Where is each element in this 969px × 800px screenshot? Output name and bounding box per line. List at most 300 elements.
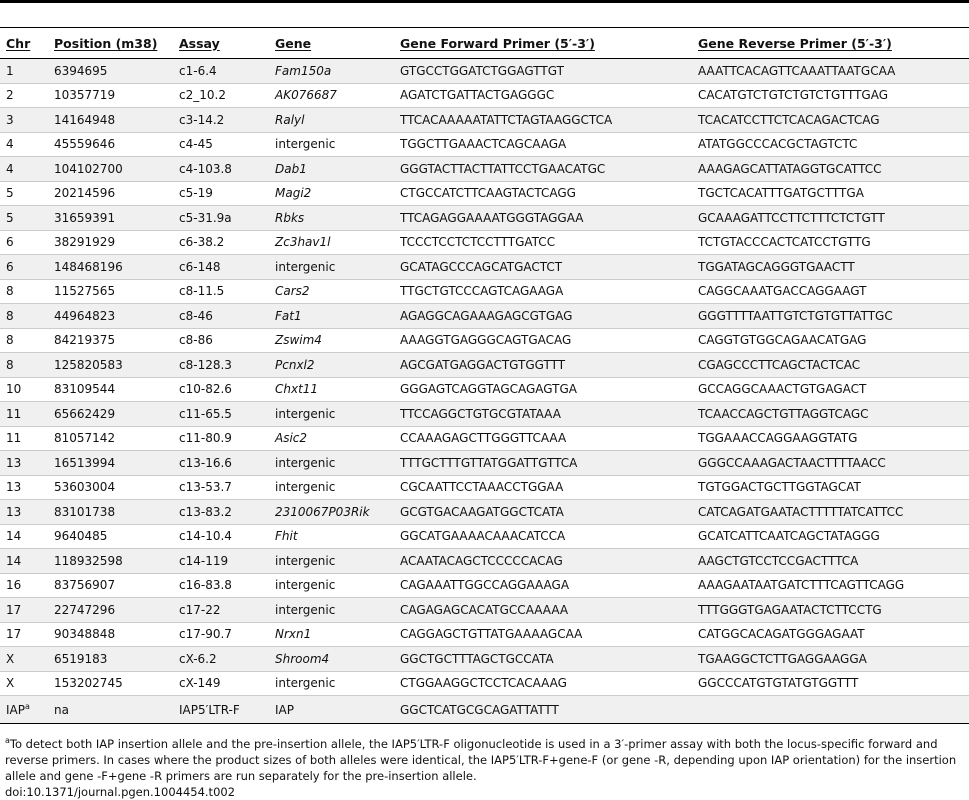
cell-gene-text: intergenic (275, 406, 336, 421)
cell-chr (0, 622, 48, 647)
cell-forward-primer (394, 402, 692, 427)
cell-gene-text: intergenic (275, 553, 336, 568)
cell-gene-text: Zc3hav1l (275, 235, 331, 250)
cell-position (48, 132, 173, 157)
cell-reverse-primer (692, 181, 969, 206)
cell-assay-text: cX-149 (179, 676, 221, 691)
cell-assay (173, 696, 269, 724)
cell-gene-text: intergenic (275, 602, 336, 617)
cell-assay-text: c13-83.2 (179, 504, 232, 519)
cell-forward-primer-text: CAGAAATTGGCCAGGAAAGA (400, 578, 570, 593)
cell-forward-primer (394, 59, 692, 84)
cell-gene-text: IAP (275, 702, 294, 717)
cell-assay-text: c8-128.3 (179, 357, 232, 372)
table-row (0, 402, 969, 427)
cell-gene-text: Cars2 (275, 284, 310, 299)
cell-assay (173, 279, 269, 304)
cell-forward-primer-text: TTTGCTTTGTTATGGATTGTTCA (400, 455, 578, 470)
cell-reverse-primer (692, 377, 969, 402)
cell-assay (173, 573, 269, 598)
cell-forward-primer (394, 181, 692, 206)
cell-assay (173, 206, 269, 231)
cell-forward-primer (394, 573, 692, 598)
cell-assay (173, 451, 269, 476)
cell-gene (269, 255, 394, 280)
cell-position-text: 125820583 (54, 357, 123, 372)
cell-chr (0, 157, 48, 182)
cell-gene-text: Magi2 (275, 186, 312, 201)
cell-forward-primer (394, 230, 692, 255)
cell-position (48, 696, 173, 724)
cell-forward-primer (394, 451, 692, 476)
cell-gene (269, 426, 394, 451)
cell-chr (0, 255, 48, 280)
cell-forward-primer (394, 622, 692, 647)
footnote-marker: a (5, 736, 10, 746)
cell-reverse-primer-text: TCTGTACCCACTCATCCTGTTG (698, 235, 871, 250)
cell-reverse-primer-text: GGGTTTTAATTGTCTGTGTTATTGC (698, 308, 893, 323)
cell-reverse-primer (692, 647, 969, 672)
cell-assay-text: c8-46 (179, 308, 213, 323)
cell-assay (173, 671, 269, 696)
cell-position-text: 16513994 (54, 455, 116, 470)
top-rule (0, 0, 969, 3)
header-row (0, 28, 969, 59)
cell-chr-text: 6 (6, 259, 14, 274)
cell-chr (0, 304, 48, 329)
cell-gene-text: Ralyl (275, 112, 305, 127)
cell-gene (269, 279, 394, 304)
cell-forward-primer (394, 83, 692, 108)
cell-assay (173, 598, 269, 623)
table-row (0, 279, 969, 304)
cell-position (48, 549, 173, 574)
cell-reverse-primer (692, 475, 969, 500)
cell-gene-text: AK076687 (275, 88, 337, 103)
cell-gene-text: Fat1 (275, 308, 302, 323)
table-row (0, 622, 969, 647)
cell-reverse-primer-text: CGAGCCCTTCAGCTACTCAC (698, 357, 861, 372)
cell-assay (173, 83, 269, 108)
cell-assay (173, 524, 269, 549)
cell-reverse-primer (692, 671, 969, 696)
cell-chr-text: 14 (6, 553, 22, 568)
cell-position (48, 377, 173, 402)
cell-reverse-primer (692, 132, 969, 157)
cell-position-text: 81057142 (54, 431, 116, 446)
cell-chr-text: 8 (6, 333, 14, 348)
table-row (0, 304, 969, 329)
cell-chr-text: 13 (6, 455, 22, 470)
cell-position-text: 83109544 (54, 382, 116, 397)
cell-assay (173, 181, 269, 206)
cell-reverse-primer (692, 500, 969, 525)
cell-position (48, 328, 173, 353)
cell-forward-primer-text: CAGGAGCTGTTATGAAAAGCAA (400, 627, 583, 642)
header-assay (173, 28, 269, 59)
cell-chr-text: 10 (6, 382, 22, 397)
cell-assay-text: c13-53.7 (179, 480, 232, 495)
cell-assay (173, 353, 269, 378)
cell-position-text: 104102700 (54, 161, 123, 176)
cell-reverse-primer-text: CATCAGATGAATACTTTTTATCATTCC (698, 504, 904, 519)
cell-assay-text: IAP5′LTR-F (179, 702, 240, 717)
cell-forward-primer-text: GGGTACTTACTTATTCCTGAACATGC (400, 161, 606, 176)
cell-gene-text: intergenic (275, 137, 336, 152)
cell-gene-text: intergenic (275, 578, 336, 593)
cell-chr (0, 206, 48, 231)
cell-gene (269, 500, 394, 525)
cell-reverse-primer (692, 157, 969, 182)
cell-position (48, 500, 173, 525)
cell-gene-text: Asic2 (275, 431, 308, 446)
cell-forward-primer (394, 500, 692, 525)
cell-gene (269, 83, 394, 108)
cell-reverse-primer-text: GCAAAGATTCCTTCTTTCTCTGTT (698, 210, 885, 225)
cell-forward-primer (394, 377, 692, 402)
cell-assay (173, 402, 269, 427)
cell-chr (0, 696, 48, 724)
cell-chr-text: 5 (6, 186, 14, 201)
cell-assay (173, 500, 269, 525)
cell-position (48, 83, 173, 108)
cell-gene (269, 549, 394, 574)
cell-gene (269, 647, 394, 672)
cell-forward-primer (394, 671, 692, 696)
header-position-label: Position (m38) (54, 35, 158, 51)
cell-gene-text: Nrxn1 (275, 627, 312, 642)
cell-position (48, 671, 173, 696)
cell-forward-primer-text: CCAAAGAGCTTGGGTTCAAA (400, 431, 567, 446)
header-reverse-label: Gene Reverse Primer (5′-3′) (698, 35, 892, 51)
doi-text: doi:10.1371/journal.pgen.1004454.t002 (5, 785, 236, 799)
cell-forward-primer-text: CGCAATTCCTAAACCTGGAA (400, 480, 564, 495)
cell-reverse-primer-text: GCCAGGCAAACTGTGAGACT (698, 382, 867, 397)
cell-gene-text: Zswim4 (275, 333, 322, 348)
cell-reverse-primer (692, 255, 969, 280)
cell-gene (269, 377, 394, 402)
cell-assay-text: c3-14.2 (179, 112, 225, 127)
cell-reverse-primer (692, 451, 969, 476)
table-row (0, 426, 969, 451)
cell-gene-text: intergenic (275, 259, 336, 274)
cell-forward-primer (394, 696, 692, 724)
cell-reverse-primer-text: GGGCCAAAGACTAACTTTTAACC (698, 455, 886, 470)
cell-chr (0, 426, 48, 451)
cell-chr (0, 108, 48, 133)
cell-reverse-primer-text: AAAGAGCATTATAGGTGCATTCC (698, 161, 882, 176)
cell-gene (269, 696, 394, 724)
cell-assay-text: c5-31.9a (179, 210, 232, 225)
cell-reverse-primer-text: CAGGCAAATGACCAGGAAGT (698, 284, 867, 299)
cell-reverse-primer-text: AAGCTGTCCTCCGACTTTCA (698, 553, 859, 568)
table-row (0, 598, 969, 623)
cell-gene-text: Fhit (275, 529, 298, 544)
cell-chr-text: 11 (6, 431, 22, 446)
cell-reverse-primer (692, 426, 969, 451)
cell-gene (269, 353, 394, 378)
cell-reverse-primer-text: CATGGCACAGATGGGAGAAT (698, 627, 865, 642)
cell-gene-text: intergenic (275, 455, 336, 470)
cell-gene (269, 132, 394, 157)
cell-forward-primer (394, 255, 692, 280)
cell-position-text: 38291929 (54, 235, 116, 250)
cell-chr (0, 671, 48, 696)
cell-chr (0, 377, 48, 402)
table-footnote (5, 736, 965, 800)
cell-chr-text: 6 (6, 235, 14, 250)
cell-reverse-primer (692, 598, 969, 623)
cell-chr-text: 3 (6, 112, 14, 127)
cell-forward-primer-text: CAGAGAGCACATGCCAAAAA (400, 602, 569, 617)
cell-assay (173, 622, 269, 647)
cell-position-text: 9640485 (54, 529, 108, 544)
cell-assay-text: c14-10.4 (179, 529, 232, 544)
cell-position (48, 279, 173, 304)
header-chr-label: Chr (6, 35, 31, 51)
table-row (0, 451, 969, 476)
cell-reverse-primer-text: TGGAAACCAGGAAGGTATG (698, 431, 858, 446)
cell-reverse-primer (692, 304, 969, 329)
cell-assay-text: c10-82.6 (179, 382, 232, 397)
table-row (0, 647, 969, 672)
table-row (0, 230, 969, 255)
cell-gene-text: 2310067P03Rik (275, 504, 370, 519)
cell-chr (0, 549, 48, 574)
cell-reverse-primer-text: TCAACCAGCTGTTAGGTCAGC (698, 406, 869, 421)
cell-reverse-primer-text: CACATGTCTGTCTGTCTGTTTGAG (698, 88, 889, 103)
cell-chr (0, 279, 48, 304)
cell-position-text: 53603004 (54, 480, 116, 495)
cell-gene (269, 451, 394, 476)
cell-assay (173, 59, 269, 84)
cell-position (48, 647, 173, 672)
cell-gene-text: Dab1 (275, 161, 307, 176)
table-row (0, 108, 969, 133)
header-gene (269, 28, 394, 59)
cell-reverse-primer-text: AAATTCACAGTTCAAATTAATGCAA (698, 63, 896, 78)
cell-position (48, 573, 173, 598)
table-row (0, 132, 969, 157)
cell-reverse-primer-text: TGTGGACTGCTTGGTAGCAT (698, 480, 861, 495)
cell-chr-text: 13 (6, 480, 22, 495)
cell-position-text: 84219375 (54, 333, 116, 348)
cell-reverse-primer (692, 524, 969, 549)
cell-forward-primer (394, 475, 692, 500)
cell-assay (173, 475, 269, 500)
cell-position (48, 59, 173, 84)
cell-assay (173, 132, 269, 157)
cell-position-text: 20214596 (54, 186, 116, 201)
primer-table-container (0, 27, 969, 724)
cell-gene (269, 304, 394, 329)
cell-forward-primer-text: CTGGAAGGCTCCTCACAAAG (400, 676, 567, 691)
cell-gene (269, 108, 394, 133)
cell-position-text: 45559646 (54, 137, 116, 152)
cell-chr (0, 475, 48, 500)
cell-reverse-primer-text: TGAAGGCTCTTGAGGAAGGA (698, 651, 867, 666)
cell-reverse-primer (692, 108, 969, 133)
cell-forward-primer (394, 304, 692, 329)
cell-position-text: 14164948 (54, 112, 116, 127)
cell-assay-text: c11-65.5 (179, 406, 232, 421)
cell-assay-text: c1-6.4 (179, 63, 217, 78)
cell-forward-primer-text: TGGCTTGAAACTCAGCAAGA (400, 137, 567, 152)
cell-reverse-primer (692, 59, 969, 84)
cell-forward-primer-text: GGGAGTCAGGTAGCAGAGTGA (400, 382, 578, 397)
cell-reverse-primer-text: TCACATCCTTCTCACAGACTCAG (698, 112, 880, 127)
cell-chr (0, 353, 48, 378)
cell-assay-text: c2_10.2 (179, 88, 226, 103)
cell-chr-text: 13 (6, 504, 22, 519)
cell-reverse-primer (692, 549, 969, 574)
cell-assay-text: c17-22 (179, 602, 221, 617)
cell-forward-primer-text: ACAATACAGCTCCCCCACAG (400, 553, 563, 568)
cell-gene (269, 157, 394, 182)
cell-assay-text: c6-38.2 (179, 235, 225, 250)
cell-chr-text: 8 (6, 357, 14, 372)
cell-chr-text: 17 (6, 627, 22, 642)
cell-reverse-primer-text: TGGATAGCAGGGTGAACTT (698, 259, 855, 274)
table-row (0, 255, 969, 280)
cell-assay (173, 328, 269, 353)
cell-assay-text: c11-80.9 (179, 431, 232, 446)
cell-chr (0, 500, 48, 525)
cell-gene (269, 573, 394, 598)
cell-forward-primer-text: TTCACAAAAATATTCTAGTAAGGCTCA (400, 112, 613, 127)
cell-forward-primer-text: AAAGGTGAGGGCAGTGACAG (400, 333, 572, 348)
table-row (0, 500, 969, 525)
cell-assay-text: c14-119 (179, 553, 229, 568)
cell-forward-primer (394, 647, 692, 672)
cell-position-text: 6519183 (54, 651, 108, 666)
cell-chr (0, 230, 48, 255)
cell-forward-primer-text: TTCCAGGCTGTGCGTATAAA (400, 406, 561, 421)
cell-chr-text: IAP (6, 702, 25, 717)
cell-reverse-primer-text: ATATGGCCCACGCTAGTCTC (698, 137, 858, 152)
cell-forward-primer (394, 549, 692, 574)
cell-assay-text: c8-86 (179, 333, 213, 348)
cell-assay (173, 255, 269, 280)
cell-assay-text: c8-11.5 (179, 284, 225, 299)
cell-chr-text: 8 (6, 308, 14, 323)
cell-gene (269, 230, 394, 255)
cell-chr (0, 451, 48, 476)
cell-forward-primer-text: AGCGATGAGGACTGTGGTTT (400, 357, 566, 372)
cell-assay (173, 157, 269, 182)
cell-forward-primer-text: GTGCCTGGATCTGGAGTTGT (400, 63, 564, 78)
cell-position (48, 426, 173, 451)
cell-position-text: 6394695 (54, 63, 108, 78)
cell-chr (0, 59, 48, 84)
cell-gene-text: intergenic (275, 480, 336, 495)
cell-position (48, 451, 173, 476)
cell-gene (269, 475, 394, 500)
cell-chr-text: 4 (6, 161, 14, 176)
cell-chr (0, 647, 48, 672)
cell-position-text: 83756907 (54, 578, 116, 593)
cell-assay (173, 304, 269, 329)
cell-reverse-primer (692, 622, 969, 647)
cell-forward-primer-text: GCATAGCCCAGCATGACTCT (400, 259, 563, 274)
table-row (0, 206, 969, 231)
header-position (48, 28, 173, 59)
cell-gene-text: Pcnxl2 (275, 357, 315, 372)
cell-position (48, 181, 173, 206)
table-row (0, 696, 969, 724)
cell-gene (269, 59, 394, 84)
header-forward-label: Gene Forward Primer (5′-3′) (400, 35, 595, 51)
cell-forward-primer (394, 328, 692, 353)
cell-forward-primer-text: TCCCTCCTCTCCTTTGATCC (400, 235, 556, 250)
cell-forward-primer-text: AGAGGCAGAAAGAGCGTGAG (400, 308, 573, 323)
cell-reverse-primer (692, 230, 969, 255)
cell-position (48, 255, 173, 280)
cell-reverse-primer (692, 83, 969, 108)
cell-position (48, 524, 173, 549)
header-reverse-primer (692, 28, 969, 59)
cell-assay-text: c17-90.7 (179, 627, 232, 642)
cell-reverse-primer-text: CAGGTGTGGCAGAACATGAG (698, 333, 867, 348)
cell-assay (173, 549, 269, 574)
cell-gene (269, 402, 394, 427)
cell-position (48, 622, 173, 647)
cell-forward-primer-text: TTGCTGTCCCAGTCAGAAGA (400, 284, 564, 299)
cell-position (48, 353, 173, 378)
table-row (0, 377, 969, 402)
cell-gene (269, 524, 394, 549)
cell-assay-text: cX-6.2 (179, 651, 217, 666)
cell-assay (173, 377, 269, 402)
cell-forward-primer-text: GGCTCATGCGCAGATTATTT (400, 702, 559, 717)
header-forward-primer (394, 28, 692, 59)
cell-position-text: 148468196 (54, 259, 123, 274)
cell-assay-text: c4-103.8 (179, 161, 232, 176)
cell-position (48, 304, 173, 329)
cell-position (48, 230, 173, 255)
cell-reverse-primer-text: GGCCCATGTGTATGTGGTTT (698, 676, 859, 691)
cell-chr (0, 524, 48, 549)
footnote-text: To detect both IAP insertion allele and the pre-insertion allele, the IAP5′LTR-F oligonucleotide is used in a 3′-primer assay with both the locus-specific forward and reverse primers. In cases where the product sizes of both alleles were identical, the IAP5′LTR-F+gene-F (or gene -R, depending upon IAP orientation) for the insertion allele and gene -F+gene -R primers are run separately for the pre-insertion allele. (5, 737, 957, 783)
cell-chr (0, 402, 48, 427)
cell-position-text: na (54, 702, 69, 717)
table-body (0, 59, 969, 724)
cell-position (48, 475, 173, 500)
table-row (0, 353, 969, 378)
cell-forward-primer (394, 157, 692, 182)
cell-chr (0, 598, 48, 623)
cell-forward-primer (394, 108, 692, 133)
cell-gene (269, 328, 394, 353)
cell-chr-text: 4 (6, 137, 14, 152)
cell-reverse-primer-text: TGCTCACATTTGATGCTTTGA (698, 186, 864, 201)
cell-gene (269, 598, 394, 623)
header-assay-label: Assay (179, 35, 220, 51)
cell-gene (269, 671, 394, 696)
header-chr (0, 28, 48, 59)
cell-position-text: 10357719 (54, 88, 116, 103)
cell-chr-text: 17 (6, 602, 22, 617)
cell-chr-text: X (6, 676, 15, 691)
cell-assay-text: c5-19 (179, 186, 213, 201)
cell-forward-primer (394, 279, 692, 304)
cell-gene-text: Shroom4 (275, 651, 330, 666)
cell-reverse-primer-text: TTTGGGTGAGAATACTCTTCCTG (698, 602, 882, 617)
table-row (0, 573, 969, 598)
cell-forward-primer-text: GGCATGAAAACAAACATCCA (400, 529, 566, 544)
cell-position (48, 108, 173, 133)
cell-reverse-primer (692, 573, 969, 598)
